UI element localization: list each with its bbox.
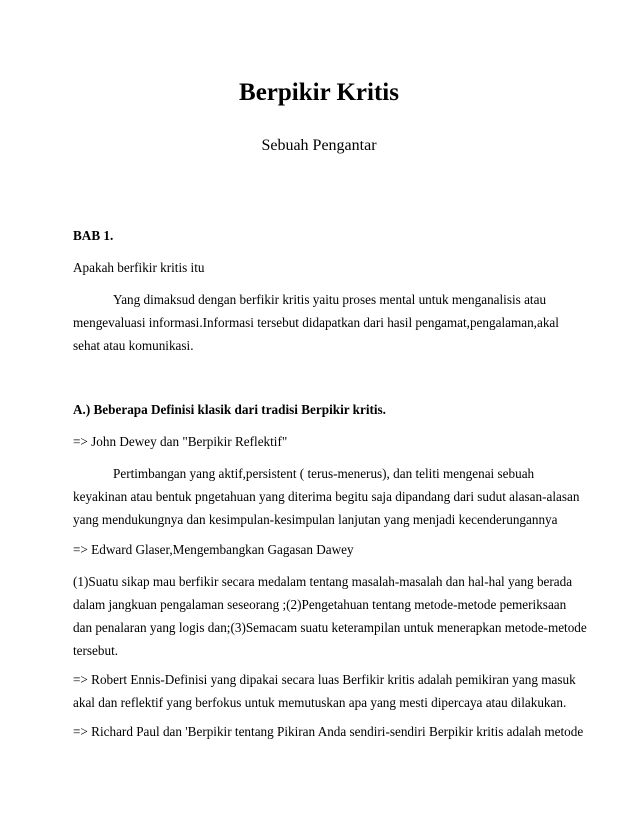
definition-heading: => John Dewey dan "Berpikir Reflektif" xyxy=(73,434,288,449)
section-question: Apakah berfikir kritis itu xyxy=(73,260,205,275)
paragraph-line: Yang dimaksud dengan berfikir kritis yaitu proses mental untuk menganalisis atau xyxy=(113,292,547,307)
definition-heading: => Edward Glaser,Mengembangkan Gagasan Dawey xyxy=(73,542,354,557)
paragraph-line: akal dan reflektif yang berfokus untuk memutuskan apa yang mesti dipercaya atau dilakukan. xyxy=(73,695,567,710)
paragraph-line: keyakinan atau bentuk pngetahuan yang diterima begitu saja dipandang dari sudut alasan-alasan xyxy=(73,489,580,504)
paragraph-line: mengevaluasi informasi.Informasi tersebut didapatkan dari hasil pengamat,pengalaman,akal xyxy=(73,315,559,330)
paragraph-line: dan penalaran yang logis dan;(3)Semacam suatu keterampilan untuk menerapkan metode-metode xyxy=(73,620,587,635)
page-title: Berpikir Kritis xyxy=(239,79,399,106)
section-heading: A.) Beberapa Definisi klasik dari tradisi Berpikir kritis. xyxy=(73,402,386,417)
paragraph-line: yang mendukungnya dan kesimpulan-kesimpulan lanjutan yang menjadi kecenderungannya xyxy=(73,512,558,527)
paragraph-line: tersebut. xyxy=(73,643,119,658)
chapter-heading: BAB 1. xyxy=(73,228,114,243)
paragraph-line: (1)Suatu sikap mau berfikir secara medalam tentang masalah-masalah dan hal-hal yang berada xyxy=(73,574,573,589)
paragraph-line: sehat atau komunikasi. xyxy=(73,338,194,353)
paragraph-line: => Robert Ennis-Definisi yang dipakai secara luas Berfikir kritis adalah pemikiran yang masuk xyxy=(73,672,576,687)
paragraph-line: dalam jangkuan pengalaman seseorang ;(2)Pengetahuan tentang metode-metode pemeriksaan xyxy=(73,597,567,612)
page-subtitle: Sebuah Pengantar xyxy=(261,137,377,154)
paragraph-line: => Richard Paul dan 'Berpikir tentang Pikiran Anda sendiri-sendiri Berpikir kritis adalah metode xyxy=(73,724,584,739)
paragraph-line: Pertimbangan yang aktif,persistent ( terus-menerus), dan teliti mengenai sebuah xyxy=(113,466,535,481)
